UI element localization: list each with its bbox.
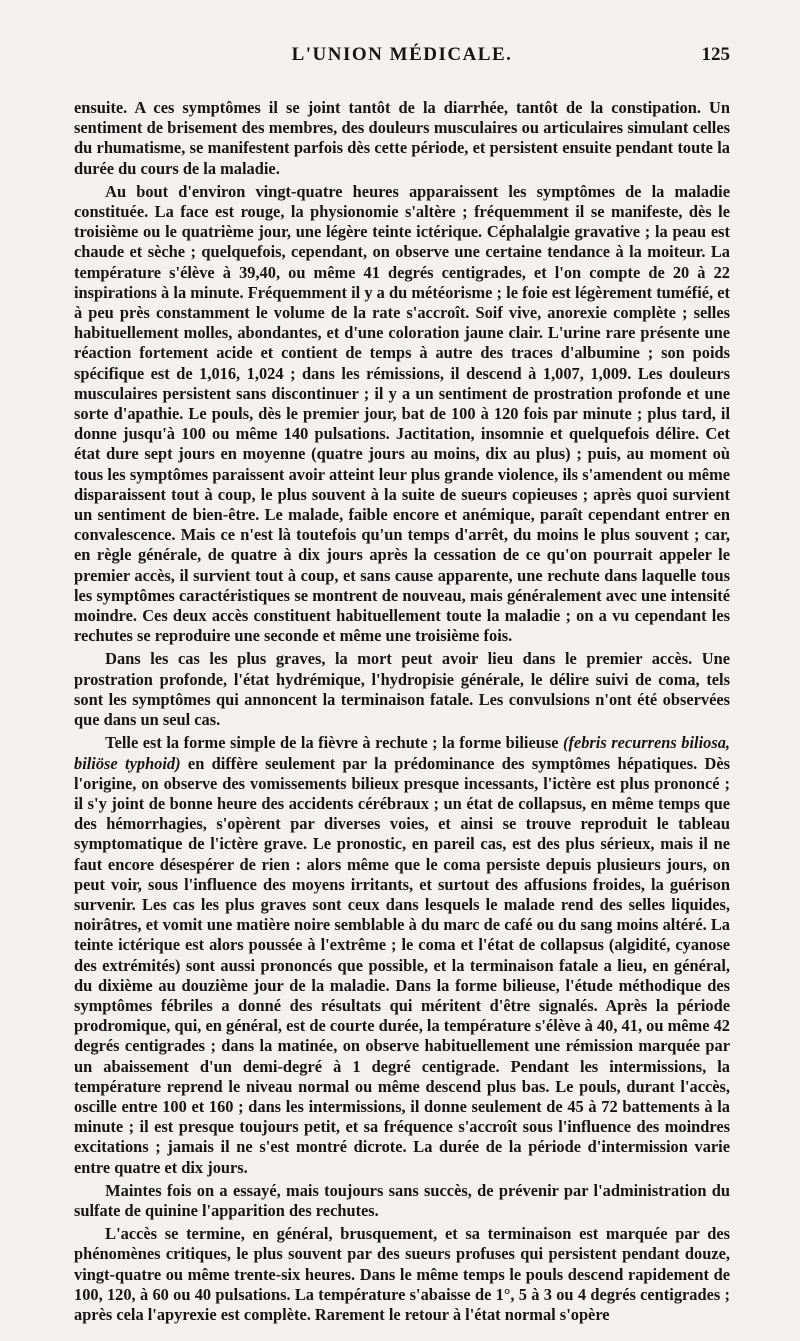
paragraph-4-lead: Telle est la forme simple de la fièvre à rechute ; la forme bilieuse: [105, 733, 563, 753]
page-number: 125: [701, 44, 730, 65]
paragraph-4-rest: en diffère seulement par la prédominance des symptômes hépatiques. Dès l'origine, on observe des vomissements bilieux presque incessants, l'ictère est plus prononcé ; il s'y joint de bonne heure des accidents cérébraux ; un état de collapsus, en même temps que des hémorrhagies, s'opèrent par diverses voies, et ainsi se trouve reproduit le tableau symptomatique de l'ictère grave. Le pronostic, en pareil cas, est des plus sérieux, mais il ne faut encore désespérer de rien : alors même que le coma persiste depuis plusieurs jours, on peut voir, sous l'influence des moyens irritants, et surtout des affusions froides, la guérison survenir. Les cas les plus graves sont ceux dans lesquels le malade rend des selles liquides, noirâtres, et vomit une matière noire semblable à du marc de café ou du sang moins altéré. La teinte ictérique est alors poussée à l'extrême ; le coma et l'état de collapsus (algidité, cyanose des extrémités) sont aussi prononcés que possible, et la terminaison fatale a lieu, en général, du dixième au douzième jour de la maladie. Dans la forme bilieuse, l'étude méthodique des symptômes fébriles a donné des résultats qui méritent d'être signalés. Après la période prodromique, qui, en général, est de courte durée, la température s'élève à 40, 41, ou même 42 degrés centigrades ; dans la matinée, on observe habituellement une rémission marquée par un abaissement d'un demi-degré à 1 degré centigrade. Pendant les intermissions, la température reprend le niveau normal ou même descend plus bas. Le pouls, durant l'accès, oscille entre 100 et 160 ; dans les intermissions, il donne seulement de 45 à 72 battements à la minute ; il est presque toujours petit, et sa fréquence s'accroît sous l'influence des moindres excitations ; jamais il ne s'est montré dicrote. La durée de la période d'intermission varie entre quatre et dix jours.: [74, 753, 730, 1177]
paragraph-1: ensuite. A ces symptômes il se joint tantôt de la diarrhée, tantôt de la constipation. Un sentiment de brisement des membres, des douleurs musculaires ou articulaires simulant celles du rhumatisme, se manifestent parfois dès cette période, et persistent ensuite pendant toute la durée du cours de la maladie.: [74, 98, 730, 178]
paragraph-5: Maintes fois on a essayé, mais toujours sans succès, de prévenir par l'administration du sulfate de quinine l'apparition des rechutes.: [74, 1180, 730, 1220]
running-header: [74, 44, 730, 72]
paragraph-2: Au bout d'environ vingt-quatre heures apparaissent les symptômes de la maladie constituée. La face est rouge, la physionomie s'altère ; fréquemment il se manifeste, dès le troisième ou le quatrième jour, une légère teinte ictérique. Céphalalgie gravative ; la peau est chaude et sèche ; quelquefois, cependant, on observe une certaine tendance à la moiteur. La température s'élève à 39,40, ou même 41 degrés centigrades, et l'on compte de 20 à 22 inspirations à la minute. Fréquemment il y a du météorisme ; le foie est légèrement tuméfié, et à peu près constamment le volume de la rate s'accroît. Soif vive, anorexie complète ; selles habituellement molles, abondantes, et d'une coloration jaune clair. L'urine rare présente une réaction fortement acide et contient de temps à autre des traces d'albumine ; son poids spécifique est de 1,016, 1,024 ; dans les rémissions, il descend à 1,007, 1,009. Les douleurs musculaires persistent sans discontinuer ; il y a un sentiment de prostration profonde et une sorte d'apathie. Le pouls, dès le premier jour, bat de 100 à 120 fois par minute ; plus tard, il donne jusqu'à 100 ou même 140 pulsations. Jactitation, insomnie et quelquefois délire. Cet état dure sept jours en moyenne (quatre jours au moins, dix au plus) ; puis, au moment où tous les symptômes paraissent avoir atteint leur plus grande violence, ils s'amendent ou même disparaissent tout à coup, le plus souvent à la suite de sueurs copieuses ; après quoi survient un sentiment de bien-être. Le malade, faible encore et anémique, paraît cependant entrer en convalescence. Mais ce n'est là toutefois qu'un temps d'arrêt, du moins le plus souvent ; car, en règle générale, de quatre à dix jours après la cessation de ce qu'on pourrait appeler le premier accès, il survient tout à coup, et sans cause apparente, une rechute dans laquelle tous les symptômes caractéristiques se montrent de nouveau, mais généralement avec une intensité moindre. Ces deux accès constituent habituellement toute la maladie ; on a vu cependant les rechutes se reproduire une seconde et même une troisième fois.: [74, 181, 730, 646]
body-text: [74, 98, 730, 1325]
paragraph-4: [74, 733, 730, 1177]
paragraph-6: L'accès se termine, en général, brusquement, et sa terminaison est marquée par des phénomènes critiques, le plus souvent par des sueurs profuses qui persistent pendant douze, vingt-quatre ou même trente-six heures. Dans le même temps le pouls descend rapidement de 100, 120, à 60 ou 40 pulsations. La température s'abaisse de 1°, 5 à 3 ou 4 degrés centigrades ; après cela l'apyrexie est complète. Rarement le retour à l'état normal s'opère: [74, 1224, 730, 1324]
paragraph-3: Dans les cas les plus graves, la mort peut avoir lieu dans le premier accès. Une prostration profonde, l'état hydrémique, l'hydropisie générale, le délire suivi de coma, tels sont les symptômes qui annoncent la terminaison fatale. Les convulsions n'ont été observées que dans un seul cas.: [74, 649, 730, 730]
running-title: L'UNION MÉDICALE.: [291, 44, 513, 65]
paragraph-4-latin-term: (febris recurrens biliosa, biliöse typhoid): [74, 733, 730, 773]
